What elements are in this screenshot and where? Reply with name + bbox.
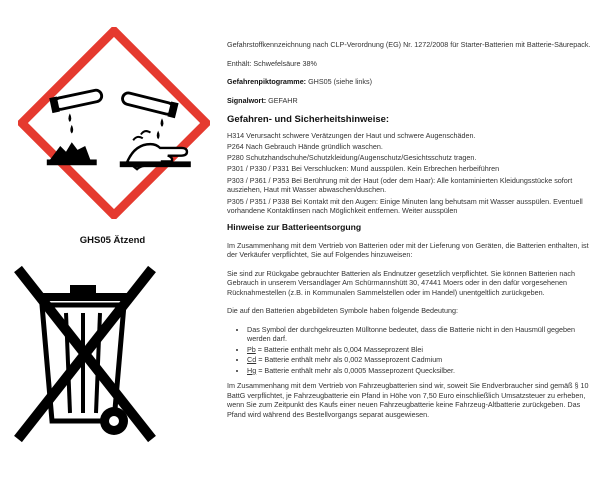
symbol-list-item: [247, 345, 595, 355]
hazard-statement: P264 Nach Gebrauch Hände gründlich waschen.: [227, 141, 383, 151]
disposal-paragraph: Die auf den Batterien abgebildeten Symbole haben folgende Bedeutung:: [227, 306, 458, 316]
symbol-list-item: [247, 355, 595, 365]
signal-word-line: [227, 96, 595, 106]
disposal-paragraph: Im Zusammenhang mit dem Vertrieb von Fahrzeugbatterien sind wir, soweit Sie Endverbraucher sind gemäß § 10 BattG verpflichtet, je Fahrzeugbatterie ein Pfand in Höhe von 7,50 Euro einschließlich Umsatzsteuer zu erheben, wenn Sie zum Zeitpunkt des Kaufs einer neuen Fahrzeugbatterie keine Fahrzeug-Altbatterie zurückgeben. Das Pfand wird während des Bestellvorgangs separat ausgewiesen.: [227, 381, 589, 419]
signal-word-label: Signalwort:: [227, 95, 267, 105]
crossed-out-bin-icon: [10, 263, 160, 443]
hazard-statement: P280 Schutzhandschuhe/Schutzkleidung/Augenschutz/Gesichtsschutz tragen.: [227, 153, 477, 163]
symbol-description: Das Symbol der durchgekreuzten Mülltonne bedeutet, dass die Batterie nicht in den Hausmüll gegeben werden darf.: [247, 324, 576, 344]
symbol-list-item: [247, 366, 595, 376]
symbol-list-item: [247, 325, 595, 344]
disposal-heading: Hinweise zur Batterieentsorgung: [227, 221, 362, 232]
hazard-statement: P305 / P351 / P338 Bei Kontakt mit den Augen: Einige Minuten lang behutsam mit Wasser ausspülen. Eventuell vorhandene Kontaktlinsen nach Möglichkeit entfernen. Weiter ausspülen: [227, 196, 583, 216]
contains-text: Enthält: Schwefelsäure 38%: [227, 58, 317, 68]
pictogram-label: Gefahrenpiktogramme:: [227, 77, 307, 86]
disposal-paragraph: Sie sind zur Rückgabe gebrauchter Batterien als Endnutzer gesetzlich verpflichtet. Sie können Batterien nach Gebrauch in unserem Versandlager Am Schürmannshütt 30, 47441 Moers oder in den dafür vorgesehenen Rücknahmestellen (z.B. in Kommunalen Sammelstellen oder im Handel) unentgeltlich zurückgeben.: [227, 268, 575, 297]
intro-text: Gefahrstoffkennzeichnung nach CLP-Verordnung (EG) Nr. 1272/2008 für Starter-Batterien mit Batterie-Säurepack.: [227, 40, 591, 49]
symbol-list: [227, 325, 595, 376]
pictogram-caption: GHS05 Ätzend: [79, 235, 146, 246]
symbol-description: = Batterie enthält mehr als 0,0005 Masseprozent Quecksilber.: [256, 365, 455, 375]
pictogram-line: [227, 77, 595, 87]
symbol-code: Pb: [247, 344, 256, 354]
signal-word-value: GEFAHR: [266, 95, 298, 105]
info-text-column: [227, 40, 595, 428]
disposal-paragraph: Im Zusammenhang mit dem Vertrieb von Batterien oder mit der Lieferung von Geräten, die Batterien enthalten, ist der Verkäufer verpflichtet, Sie auf Folgendes hinzuweisen:: [227, 240, 589, 260]
symbol-description: = Batterie enthält mehr als 0,002 Masseprozent Cadmium: [256, 355, 443, 365]
hazard-statements: [227, 131, 595, 216]
ghs05-corrosive-icon: [18, 27, 210, 219]
symbol-code: Hg: [247, 365, 257, 375]
symbol-description: = Batterie enthält mehr als 0,004 Masseprozent Blei: [255, 344, 423, 354]
hazard-heading: Gefahren- und Sicherheitshinweise:: [227, 114, 390, 125]
symbol-code: Cd: [247, 355, 257, 365]
hazard-statement: H314 Verursacht schwere Verätzungen der Haut und schwere Augenschäden.: [227, 130, 476, 140]
hazard-statement: P303 / P361 / P353 Bei Berührung mit der Haut (oder dem Haar): Alle kontaminierten Kleidungsstücke sofort ausziehen, Haut mit Wasser abwaschen/duschen.: [227, 175, 573, 195]
hazard-statement: P301 / P330 / P331 Bei Verschlucken: Mund ausspülen. Kein Erbrechen herbeiführen: [227, 164, 500, 174]
pictogram-value: GHS05 (siehe links): [306, 77, 373, 86]
left-column: [0, 0, 225, 480]
